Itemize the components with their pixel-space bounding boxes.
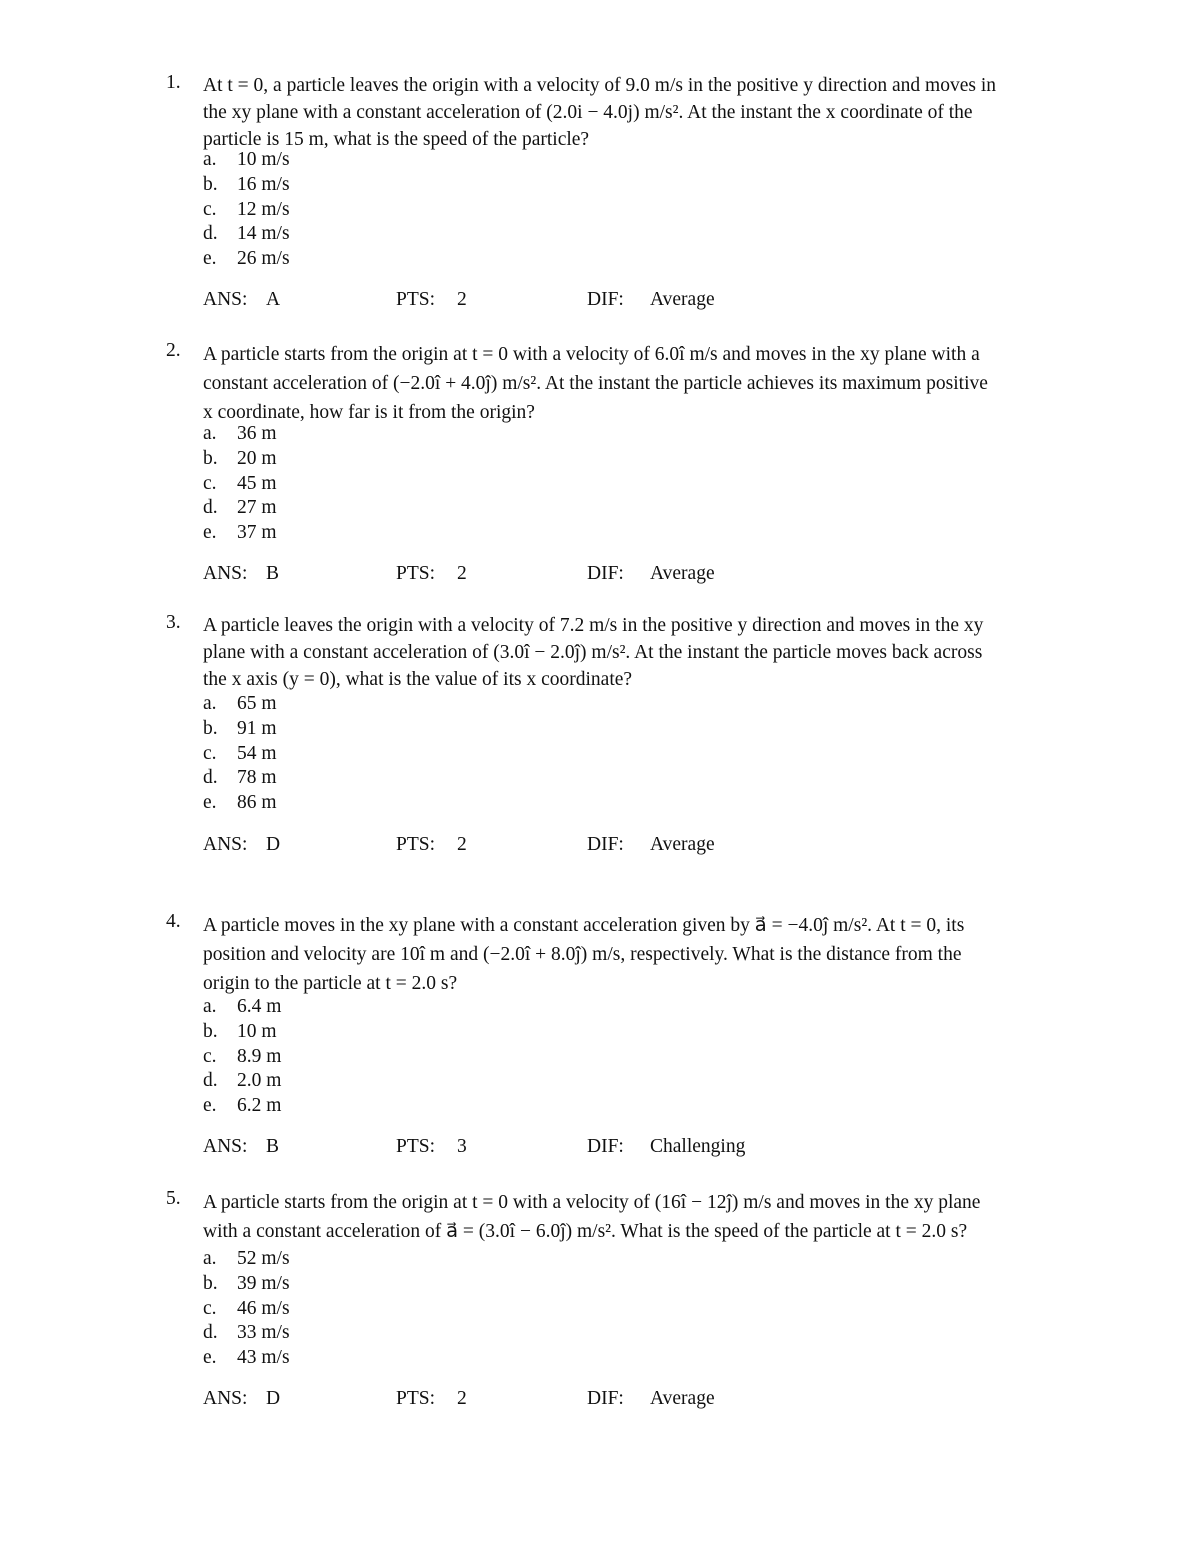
points (396, 1386, 467, 1412)
dif-value: Average (650, 834, 715, 855)
choice-text: 91 m (237, 717, 277, 739)
question-line: At t = 0, a particle leaves the origin with a velocity of 9.0 m/s in the positive y direction and moves in (203, 75, 996, 96)
answer-key (203, 1134, 279, 1160)
answer-key (203, 832, 280, 858)
choice-letter: c. (203, 1297, 217, 1319)
choice-letter: c. (203, 1045, 217, 1067)
difficulty (587, 832, 715, 858)
choice-text: 27 m (237, 497, 277, 519)
answer-meta-3 (203, 832, 1003, 858)
answer-choices-1 (203, 148, 603, 272)
question-number: 5. (166, 1188, 181, 1209)
choice (203, 148, 603, 173)
question-line: A particle moves in the xy plane with a constant acceleration given by a⃗ = −4.0ĵ m/s². At t = 0, its (203, 915, 965, 936)
dif-value: Average (650, 563, 715, 584)
choice (203, 222, 603, 247)
difficulty (587, 561, 715, 587)
question-text (203, 911, 1093, 998)
choice (203, 521, 603, 546)
choice-text: 45 m (237, 472, 277, 494)
choice (203, 791, 603, 816)
choice-text: 10 m (237, 1020, 277, 1042)
pts-value: 2 (457, 563, 467, 584)
dif-value: Average (650, 289, 715, 310)
choice-letter: b. (203, 717, 218, 739)
choice-letter: b. (203, 1020, 218, 1042)
answer-key (203, 561, 279, 587)
points (396, 1134, 467, 1160)
question-line: x coordinate, how far is it from the origin? (203, 402, 535, 423)
choice-text: 8.9 m (237, 1045, 282, 1067)
question-line: A particle leaves the origin with a velocity of 7.2 m/s in the positive y direction and moves in the xy (203, 615, 984, 636)
question-line: with a constant acceleration of a⃗ = (3.0î − 6.0ĵ) m/s². What is the speed of the particle at t = 2.0 s? (203, 1221, 968, 1242)
choice-text: 37 m (237, 522, 277, 544)
choice-letter: a. (203, 423, 217, 444)
choice-letter: c. (203, 742, 217, 764)
points (396, 561, 467, 587)
ans-label: ANS: (203, 563, 248, 584)
question-line: the x axis (y = 0), what is the value of its x coordinate? (203, 669, 633, 690)
pts-label: PTS: (396, 1136, 436, 1157)
choice-text: 26 m/s (237, 248, 290, 270)
ans-value: D (266, 1388, 281, 1409)
choice-letter: c. (203, 472, 217, 494)
pts-label: PTS: (396, 834, 436, 855)
answer-choices-2 (203, 422, 603, 546)
question-text (203, 612, 1093, 693)
choice (203, 173, 603, 198)
pts-label: PTS: (396, 563, 436, 584)
choice-letter: b. (203, 1272, 218, 1294)
choice-text: 33 m/s (237, 1322, 290, 1344)
answer-choices-5 (203, 1247, 603, 1371)
question-text (203, 340, 1093, 427)
question-line: particle is 15 m, what is the speed of the particle? (203, 129, 590, 150)
ans-label: ANS: (203, 834, 248, 855)
points (396, 287, 467, 313)
choice-text: 43 m/s (237, 1347, 290, 1369)
ans-value: B (266, 1136, 280, 1157)
question-number: 4. (166, 911, 181, 932)
answer-meta-1 (203, 287, 1003, 313)
choice-text: 10 m/s (237, 149, 290, 170)
pts-label: PTS: (396, 289, 436, 310)
choice-text: 12 m/s (237, 198, 290, 220)
dif-value: Average (650, 1388, 715, 1409)
choice (203, 742, 603, 767)
choice (203, 995, 603, 1020)
choice (203, 496, 603, 521)
dif-value: Challenging (650, 1136, 746, 1157)
choice (203, 198, 603, 223)
question-line: constant acceleration of (−2.0î + 4.0ĵ) m/s². At the instant the particle achieves its maximum positive (203, 373, 988, 394)
question-text (203, 72, 1093, 153)
choice-text: 2.0 m (237, 1070, 282, 1092)
question-number: 1. (166, 72, 181, 93)
answer-meta-2 (203, 561, 1003, 587)
choice-letter: d. (203, 497, 218, 519)
choice-letter: e. (203, 1095, 217, 1117)
choice-text: 20 m (237, 447, 277, 469)
choice (203, 247, 603, 272)
choice (203, 717, 603, 742)
choice-text: 46 m/s (237, 1297, 290, 1319)
ans-label: ANS: (203, 289, 248, 310)
difficulty (587, 1386, 715, 1412)
answer-meta-5 (203, 1386, 1003, 1412)
choice (203, 1346, 603, 1371)
choice (203, 422, 603, 447)
ans-label: ANS: (203, 1136, 248, 1157)
question-line: A particle starts from the origin at t = 0 with a velocity of 6.0î m/s and moves in the xy plane with a (203, 344, 980, 365)
choice-text: 39 m/s (237, 1272, 290, 1294)
question-number: 2. (166, 340, 181, 361)
difficulty (587, 1134, 745, 1160)
ans-value: A (266, 289, 281, 310)
answer-key (203, 287, 280, 313)
choice-letter: d. (203, 223, 218, 245)
pts-value: 3 (457, 1136, 467, 1157)
choice (203, 1297, 603, 1322)
choice (203, 692, 603, 717)
choice-letter: e. (203, 1347, 217, 1369)
question-line: position and velocity are 10î m and (−2.0î + 8.0ĵ) m/s, respectively. What is the distance from the (203, 944, 962, 965)
choice-letter: a. (203, 693, 217, 714)
choice (203, 1247, 603, 1272)
question-line: plane with a constant acceleration of (3.0î − 2.0ĵ) m/s². At the instant the particle moves back across (203, 642, 983, 663)
answer-choices-4 (203, 995, 603, 1119)
answer-meta-4 (203, 1134, 1003, 1160)
choice-letter: a. (203, 149, 217, 170)
choice-text: 54 m (237, 742, 277, 764)
choice (203, 472, 603, 497)
choice-letter: e. (203, 792, 217, 814)
dif-label: DIF: (587, 1136, 624, 1157)
ans-label: ANS: (203, 1388, 248, 1409)
choice-letter: c. (203, 198, 217, 220)
points (396, 832, 467, 858)
choice (203, 1321, 603, 1346)
pts-value: 2 (457, 834, 467, 855)
choice-letter: d. (203, 1322, 218, 1344)
choice-text: 6.2 m (237, 1095, 282, 1117)
choice-letter: e. (203, 522, 217, 544)
choice-text: 65 m (237, 693, 277, 714)
choice (203, 447, 603, 472)
choice-letter: e. (203, 248, 217, 270)
choice-letter: b. (203, 173, 218, 195)
choice-letter: a. (203, 1248, 217, 1269)
pts-label: PTS: (396, 1388, 436, 1409)
choice-letter: d. (203, 1070, 218, 1092)
dif-label: DIF: (587, 1388, 624, 1409)
choice (203, 1020, 603, 1045)
question-line: A particle starts from the origin at t = 0 with a velocity of (16î − 12ĵ) m/s and moves in the xy plane (203, 1192, 981, 1213)
choice (203, 1045, 603, 1070)
choice-text: 52 m/s (237, 1248, 290, 1269)
question-line: the xy plane with a constant acceleration of (2.0i − 4.0j) m/s². At the instant the x coordinate of the (203, 102, 973, 123)
dif-label: DIF: (587, 289, 624, 310)
choice (203, 766, 603, 791)
difficulty (587, 287, 715, 313)
choice-letter: a. (203, 996, 217, 1017)
choice (203, 1069, 603, 1094)
dif-label: DIF: (587, 563, 624, 584)
answer-key (203, 1386, 280, 1412)
question-line: origin to the particle at t = 2.0 s? (203, 973, 458, 994)
choice-text: 14 m/s (237, 223, 290, 245)
answer-choices-3 (203, 692, 603, 816)
pts-value: 2 (457, 1388, 467, 1409)
ans-value: D (266, 834, 281, 855)
dif-label: DIF: (587, 834, 624, 855)
choice-letter: b. (203, 447, 218, 469)
choice-letter: d. (203, 767, 218, 789)
choice-text: 36 m (237, 423, 277, 444)
choice-text: 86 m (237, 792, 277, 814)
choice (203, 1272, 603, 1297)
choice-text: 6.4 m (237, 996, 282, 1017)
question-text (203, 1188, 1093, 1246)
choice (203, 1094, 603, 1119)
pts-value: 2 (457, 289, 467, 310)
choice-text: 16 m/s (237, 173, 290, 195)
choice-text: 78 m (237, 767, 277, 789)
question-number: 3. (166, 612, 181, 633)
ans-value: B (266, 563, 280, 584)
